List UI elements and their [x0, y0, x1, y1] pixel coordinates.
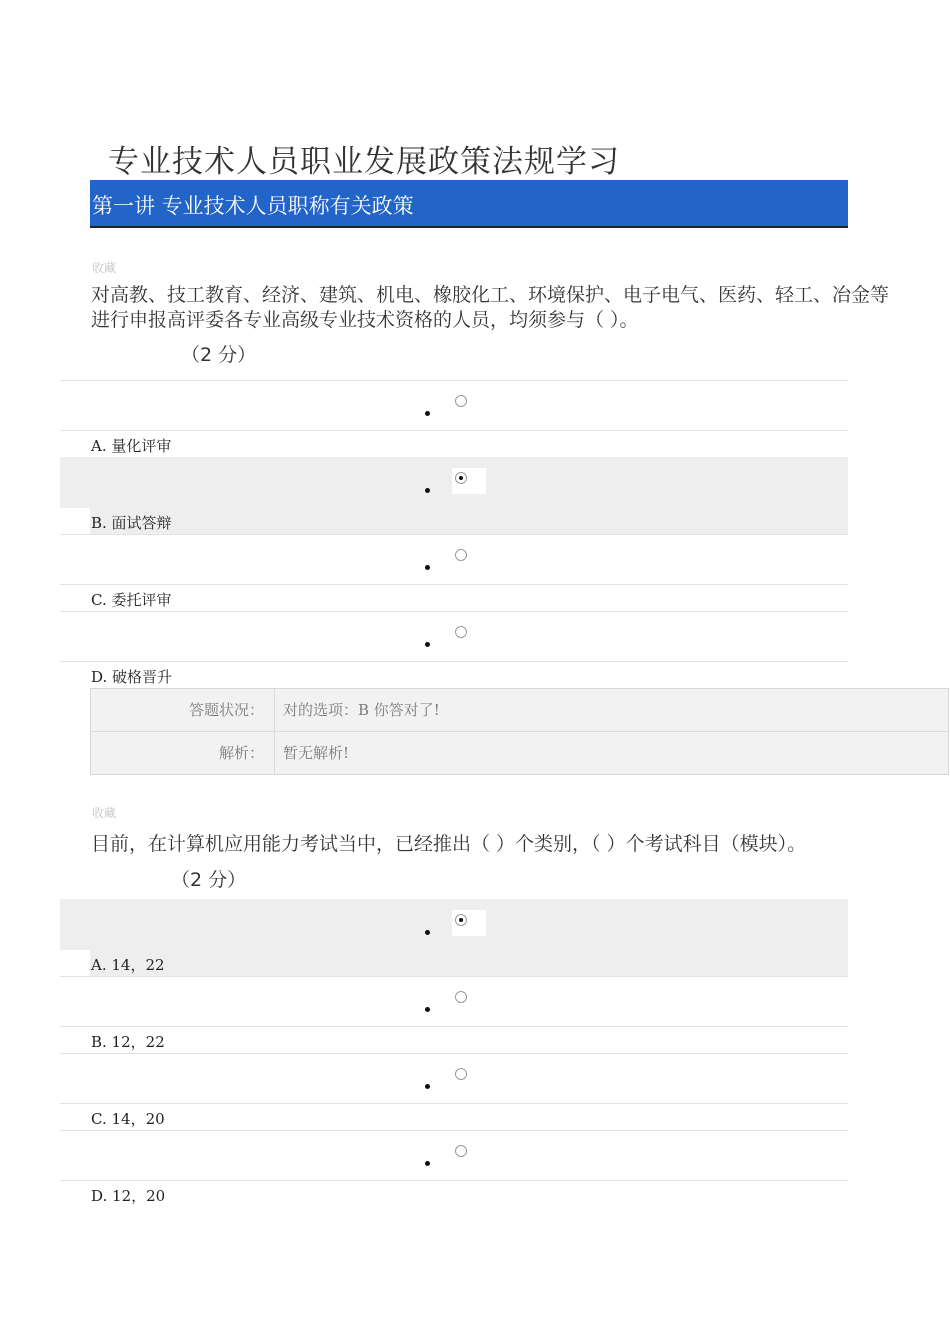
option-c[interactable]: [60, 534, 848, 611]
status-value: 对的选项：B 你答对了!: [283, 701, 440, 719]
divider: [60, 1130, 848, 1131]
bullet: [425, 1007, 430, 1012]
option-b[interactable]: [60, 976, 848, 1053]
option-d[interactable]: [60, 1130, 848, 1207]
option-b[interactable]: [60, 457, 848, 534]
question-stem: 目前，在计算机应用能力考试当中，已经推出（ ）个类别，（ ）个考试科目（模块）。: [91, 833, 807, 855]
bullet: [425, 565, 430, 570]
question-score: （2 分）: [181, 344, 257, 366]
option-label: B. 12，22: [91, 1033, 165, 1051]
question-text: [91, 826, 831, 898]
radio-button[interactable]: [455, 1145, 467, 1157]
radio-button[interactable]: [455, 395, 467, 407]
bullet: [425, 1161, 430, 1166]
divider: [60, 1180, 848, 1181]
favorite-link[interactable]: 收藏: [92, 261, 117, 275]
option-label: C. 委托评审: [91, 591, 172, 609]
divider: [60, 584, 848, 585]
divider: [60, 534, 848, 535]
analysis-label: 解析：: [91, 732, 275, 774]
option-d[interactable]: [60, 611, 848, 688]
radio-button[interactable]: [455, 626, 467, 638]
divider: [60, 1053, 848, 1054]
radio-button-checked[interactable]: [455, 472, 467, 484]
bullet: [425, 642, 430, 647]
page-title: 专业技术人员职业发展政策法规学习: [108, 144, 620, 180]
bullet: [425, 488, 430, 493]
question-score: （2 分）: [171, 869, 247, 891]
option-a[interactable]: [60, 899, 848, 976]
radio-button[interactable]: [455, 549, 467, 561]
option-label: A. 量化评审: [91, 437, 172, 455]
option-label: B. 面试答辩: [91, 514, 172, 532]
radio-button[interactable]: [455, 991, 467, 1003]
option-label: D. 破格晋升: [91, 668, 173, 686]
option-label: C. 14，20: [91, 1110, 165, 1128]
question-text: [91, 283, 891, 368]
favorite-link[interactable]: 收藏: [92, 806, 117, 820]
radio-button[interactable]: [455, 1068, 467, 1080]
section-header: 第一讲 专业技术人员职称有关政策: [90, 180, 848, 228]
option-label: D. 12，20: [91, 1187, 166, 1205]
selected-highlight: [90, 950, 848, 976]
question-stem: 对高教、技工教育、经济、建筑、机电、橡胶化工、环境保护、电子电气、医药、轻工、冶金等进行申报高评委各专业高级专业技术资格的人员，均须参与（ ）。: [91, 284, 890, 331]
divider: [60, 661, 848, 662]
option-label: A. 14，22: [91, 956, 165, 974]
bullet: [425, 1084, 430, 1089]
radio-button-checked[interactable]: [455, 914, 467, 926]
option-c[interactable]: [60, 1053, 848, 1130]
divider: [60, 380, 848, 381]
divider: [60, 1026, 848, 1027]
selected-highlight: [90, 508, 848, 534]
divider: [60, 1103, 848, 1104]
answer-result-table: [90, 688, 949, 775]
status-label: 答题状况：: [91, 689, 275, 731]
bullet: [425, 411, 430, 416]
divider: [60, 976, 848, 977]
analysis-value: 暂无解析!: [283, 744, 350, 762]
option-a[interactable]: [60, 380, 848, 457]
bullet: [425, 930, 430, 935]
divider: [60, 430, 848, 431]
divider: [60, 611, 848, 612]
